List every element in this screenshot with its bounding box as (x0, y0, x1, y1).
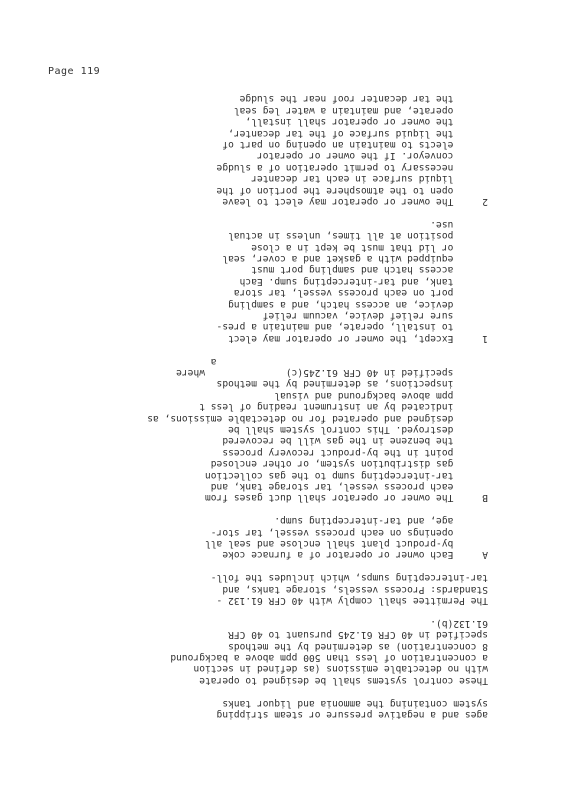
body-line: access hatch and sampling port must (251, 264, 488, 276)
body-line: use. (430, 218, 488, 230)
body-line: tank, and tar-intercepting sump. Each (239, 275, 488, 287)
body-line: conveyor. If the owner or operator (256, 150, 488, 162)
body-line: inspections, as determined by the methods (216, 378, 488, 390)
body-line: the benzene in the gas will be recovered (222, 435, 488, 447)
body-line: position at all times, unless in actual (228, 230, 488, 242)
body-line: These control systems shall be designed to operate (199, 674, 488, 686)
body-line: or lid that must be kept in a close (251, 241, 488, 253)
body-line: open to the atmosphere the portion of the (216, 184, 488, 196)
body-line: specified in 40 CFR 61.245 pursuant to 40 CFR (228, 629, 488, 641)
body-line: each process vessel, tar storage tank, and (210, 481, 488, 492)
body-line: device, an access hatch, and a sampling (228, 298, 488, 310)
body-line: B The owner or operator shall duct gases from (204, 492, 488, 504)
body-line: destroyed. This control system shall be (228, 424, 488, 435)
body-line: equipped with a gasket and a cover, seal (222, 253, 488, 264)
body-line: elects to maintain an opening on part of (222, 139, 488, 150)
body-line: 2 The owner or operator may elect to leave (222, 196, 488, 207)
body-line: 1 Except, the owner or operator may elect (228, 332, 488, 344)
body-line: sure relief device, vacuum relief (262, 310, 488, 321)
body-line: specified in 40 CFR 61.245(c) where (176, 367, 488, 378)
body-line: tar-intercepting sump to the gas collection (204, 469, 488, 481)
rotated-body-text (147, 93, 488, 720)
body-line: openings on each process vessel, tar stor- (210, 526, 488, 538)
body-line: the liquid surface of the tar decanter, (228, 127, 488, 139)
body-line: system containing the ammonia and liquor tanks (222, 697, 488, 709)
body-line: indicated by an instrument reading of less t (199, 401, 488, 413)
page-number-header: Page 119 (48, 66, 101, 77)
body-line: ppm above background and visual (274, 389, 488, 401)
body-line: A Each owner or operator of a furnace coke (222, 549, 488, 561)
body-line: port on each process vessel, tar stora (233, 287, 488, 299)
body-line: the tar decanter roof near the sludge (239, 93, 488, 105)
body-line: tar-intercepting sumps, which includes the foll- (210, 572, 488, 584)
body-line: the owner or operator shall install, (245, 116, 488, 128)
body-line: operate, and maintain a water leg seal (233, 104, 488, 116)
body-line: The Permittee shall comply with 40 CFR 61.132 - (216, 595, 488, 606)
body-line: a (210, 355, 488, 367)
body-line: 8 concentration) as determined by the methods (228, 640, 488, 652)
body-line: Standards: Process vessels, storage tanks, and (222, 583, 488, 595)
body-line: necessary to permit operation of a sludge (216, 161, 488, 173)
body-line: by-product plant shall enclose and seal all (204, 538, 488, 549)
body-line: liquid surface in each tar decanter (251, 173, 488, 185)
body-line: 61.132(b). (430, 617, 488, 629)
body-line: to install, operate, and maintain a pres- (216, 321, 488, 333)
body-line: a concentration of less than 500 ppm above a background (170, 652, 488, 663)
body-line: point in the by-product recovery process (222, 446, 488, 458)
body-line: age, and tar-intercepting sump. (274, 515, 488, 527)
body-line: gas distribution system, or other enclosed (210, 458, 488, 470)
body-line: designed and operated for no detectable emissions, as (147, 412, 488, 424)
body-line: with no detectable emissions (as defined in section (193, 663, 488, 675)
body-line: ages and a negative pressure or steam stripping (216, 709, 488, 720)
